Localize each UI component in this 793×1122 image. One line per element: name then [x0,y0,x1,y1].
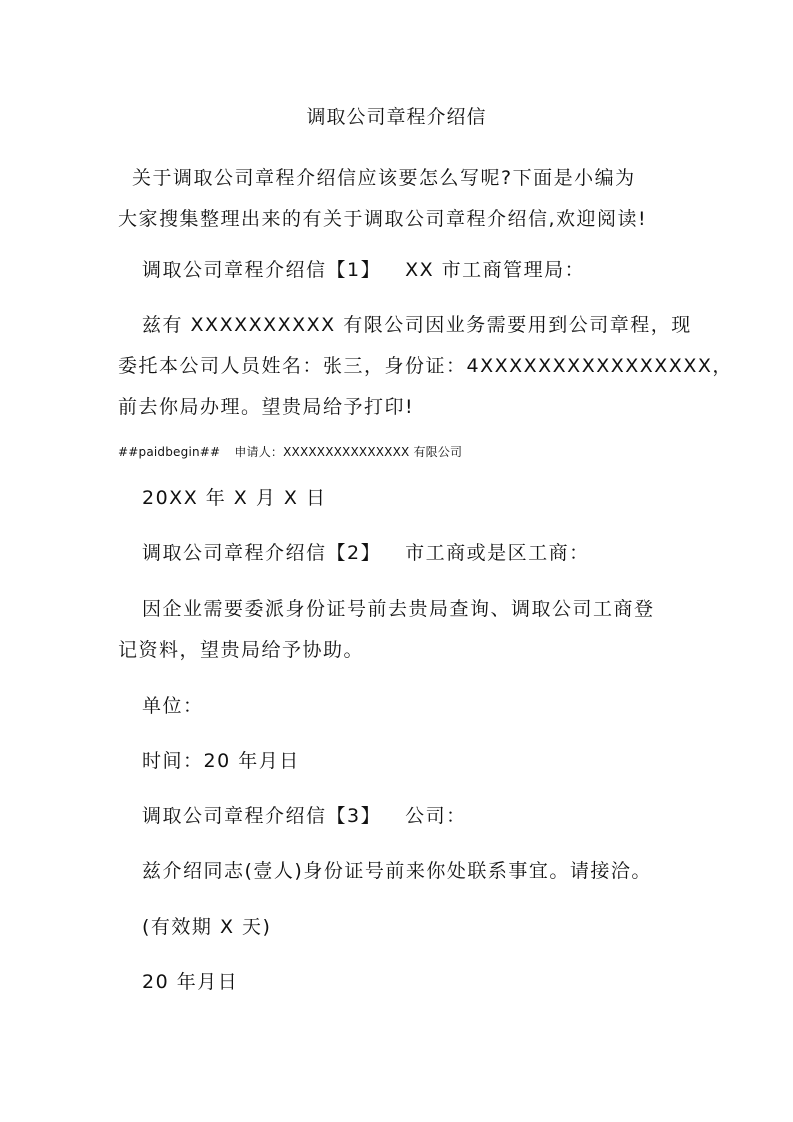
letter1-date-row [118,478,678,519]
letter3-body-row [118,851,678,892]
document-title: 调取公司章程介绍信 [306,106,487,128]
letter1-body-line-1: 兹有 XXXXXXXXXX 有限公司因业务需要用到公司章程，现 [142,314,692,336]
letter1-body [118,305,733,428]
letter2-heading: 调取公司章程介绍信【2】 [142,542,382,564]
letter2-body-line-1: 因企业需要委派身份证号前去贵局查询、调取公司工商登 [142,598,655,620]
letter1-applicant-row [118,442,462,462]
intro-line-1: 关于调取公司章程介绍信应该要怎么写呢?下面是小编为 [132,167,636,189]
letter1-applicant: 申请人：XXXXXXXXXXXXXXX 有限公司 [234,445,463,459]
letter1-body-line-3: 前去你局办理。望贵局给予打印! [118,396,415,418]
letter1-recipient: XX 市工商管理局： [405,259,586,281]
letter2-unit: 单位： [142,695,204,717]
intro-line-2: 大家搜集整理出来的有关于调取公司章程介绍信,欢迎阅读! [118,208,648,230]
paid-marker: ##paidbegin## [118,445,221,459]
letter1-date: 20XX 年 X 月 X 日 [142,487,327,509]
letter3-date-row [118,962,678,1003]
letter3-validity-row [118,907,678,948]
letter2-time: 时间：20 年月日 [142,750,300,772]
letter2-body-line-2: 记资料，望贵局给予协助。 [118,639,365,661]
letter2-body [118,589,678,671]
letter3-recipient: 公司： [405,805,467,827]
letter3-heading-row [118,796,678,837]
intro-paragraph [118,158,678,240]
letter1-body-line-2: 委托本公司人员姓名：张三，身份证：4XXXXXXXXXXXXXXXX， [118,355,733,377]
letter1-heading: 调取公司章程介绍信【1】 [142,259,382,281]
letter2-unit-row [118,686,678,727]
letter1-heading-row [118,250,678,291]
letter2-recipient: 市工商或是区工商： [405,542,590,564]
letter3-validity: (有效期 X 天) [142,916,272,938]
letter2-time-row [118,741,678,782]
letter3-body: 兹介绍同志(壹人)身份证号前来你处联系事宜。请接洽。 [142,860,652,882]
letter3-heading: 调取公司章程介绍信【3】 [142,805,382,827]
letter2-heading-row [118,533,678,574]
letter3-date: 20 年月日 [142,971,239,993]
